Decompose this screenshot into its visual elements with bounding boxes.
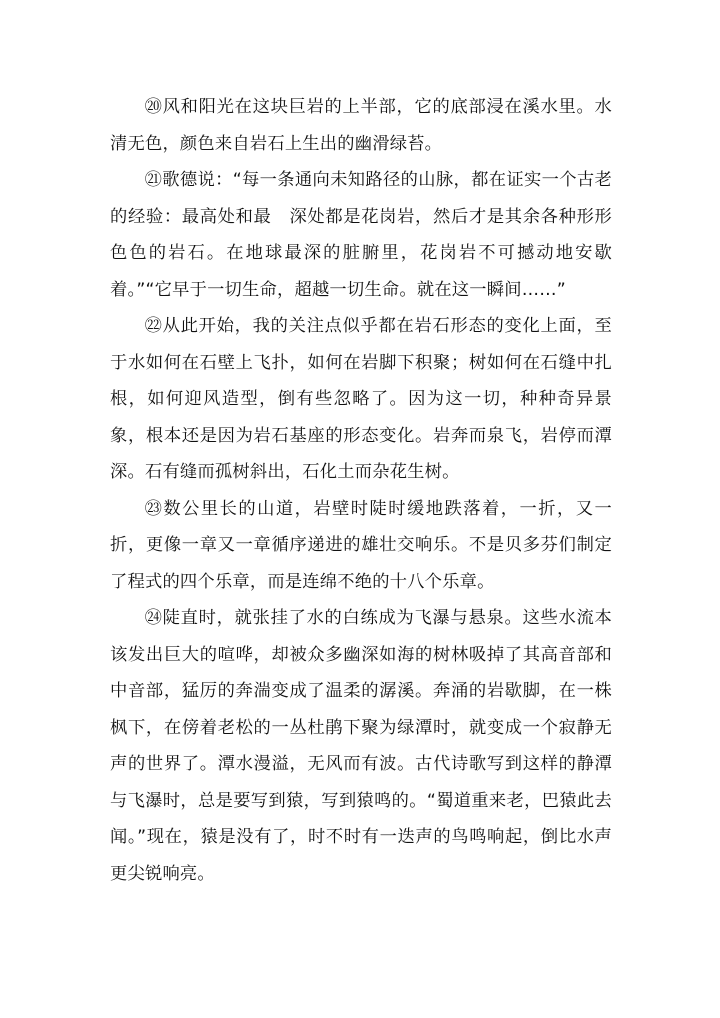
paragraph-text: 数公里长的山道，岩壁时陡时缓地跌落着，一折，又一折，更像一章又一章循序递进的雄壮交响乐。不是贝多芬们制定了程式的四个乐章，而是连绵不绝的十八个乐章。: [110, 498, 612, 592]
paragraph-number: ⑳: [144, 97, 163, 117]
paragraph-number: ㉓: [144, 498, 164, 519]
paragraph-text: 风和阳光在这块巨岩的上半部，它的底部浸在溪水里。水清无色，颜色来自岩石上生出的幽滑绿苔。: [110, 97, 612, 154]
paragraph-number: ㉑: [144, 170, 163, 190]
paragraph-number: ㉒: [144, 316, 163, 336]
paragraph-24: [110, 600, 612, 892]
paragraph-text: 陡直时，就张挂了水的白练成为飞瀑与悬泉。这些水流本该发出巨大的喧哗，却被众多幽深如海的树林吸掉了其高音部和中音部，猛厉的奔湍变成了温柔的潺溪。奔涌的岩歇脚，在一株枫下，在傍着老松的一丛杜鹃下聚为绿潭时，就变成一个寂静无声的世界了。潭水漫溢，无风而有波。古代诗歌写到这样的静潭与飞瀑时，总是要写到猿，写到猿鸣的。“蜀道重来老，巴猿此去闻。”现在，猿是没有了，时不时有一迭声的鸟鸣响起，倒比水声更尖锐响亮。: [110, 608, 612, 884]
paragraph-text: 从此开始，我的关注点似乎都在岩石形态的变化上面，至于水如何在石壁上飞扑，如何在岩脚下积聚；树如何在石缝中扎根，如何迎风造型，倒有些忽略了。因为这一切，种种奇异景象，根本还是因为岩石基座的形态变化。岩奔而泉飞，岩停而潭深。石有缝而孤树斜出，石化土而杂花生树。: [110, 316, 612, 482]
paragraph-number: ㉔: [144, 608, 163, 628]
paragraph-text: 歌德说：“每一条通向未知路径的山脉，都在证实一个古老的经验：最高处和最 深处都是花岗岩，然后才是其余各种形形色色的岩石。在地球最深的脏腑里，花岗岩不可撼动地安歇着。”“它早于一切生命，超越一切生命。就在这一瞬间……”: [110, 170, 612, 300]
paragraph-22: [110, 308, 612, 491]
paragraph-21: [110, 162, 612, 308]
paragraph-23: [110, 491, 612, 601]
paragraph-20: [110, 89, 612, 162]
